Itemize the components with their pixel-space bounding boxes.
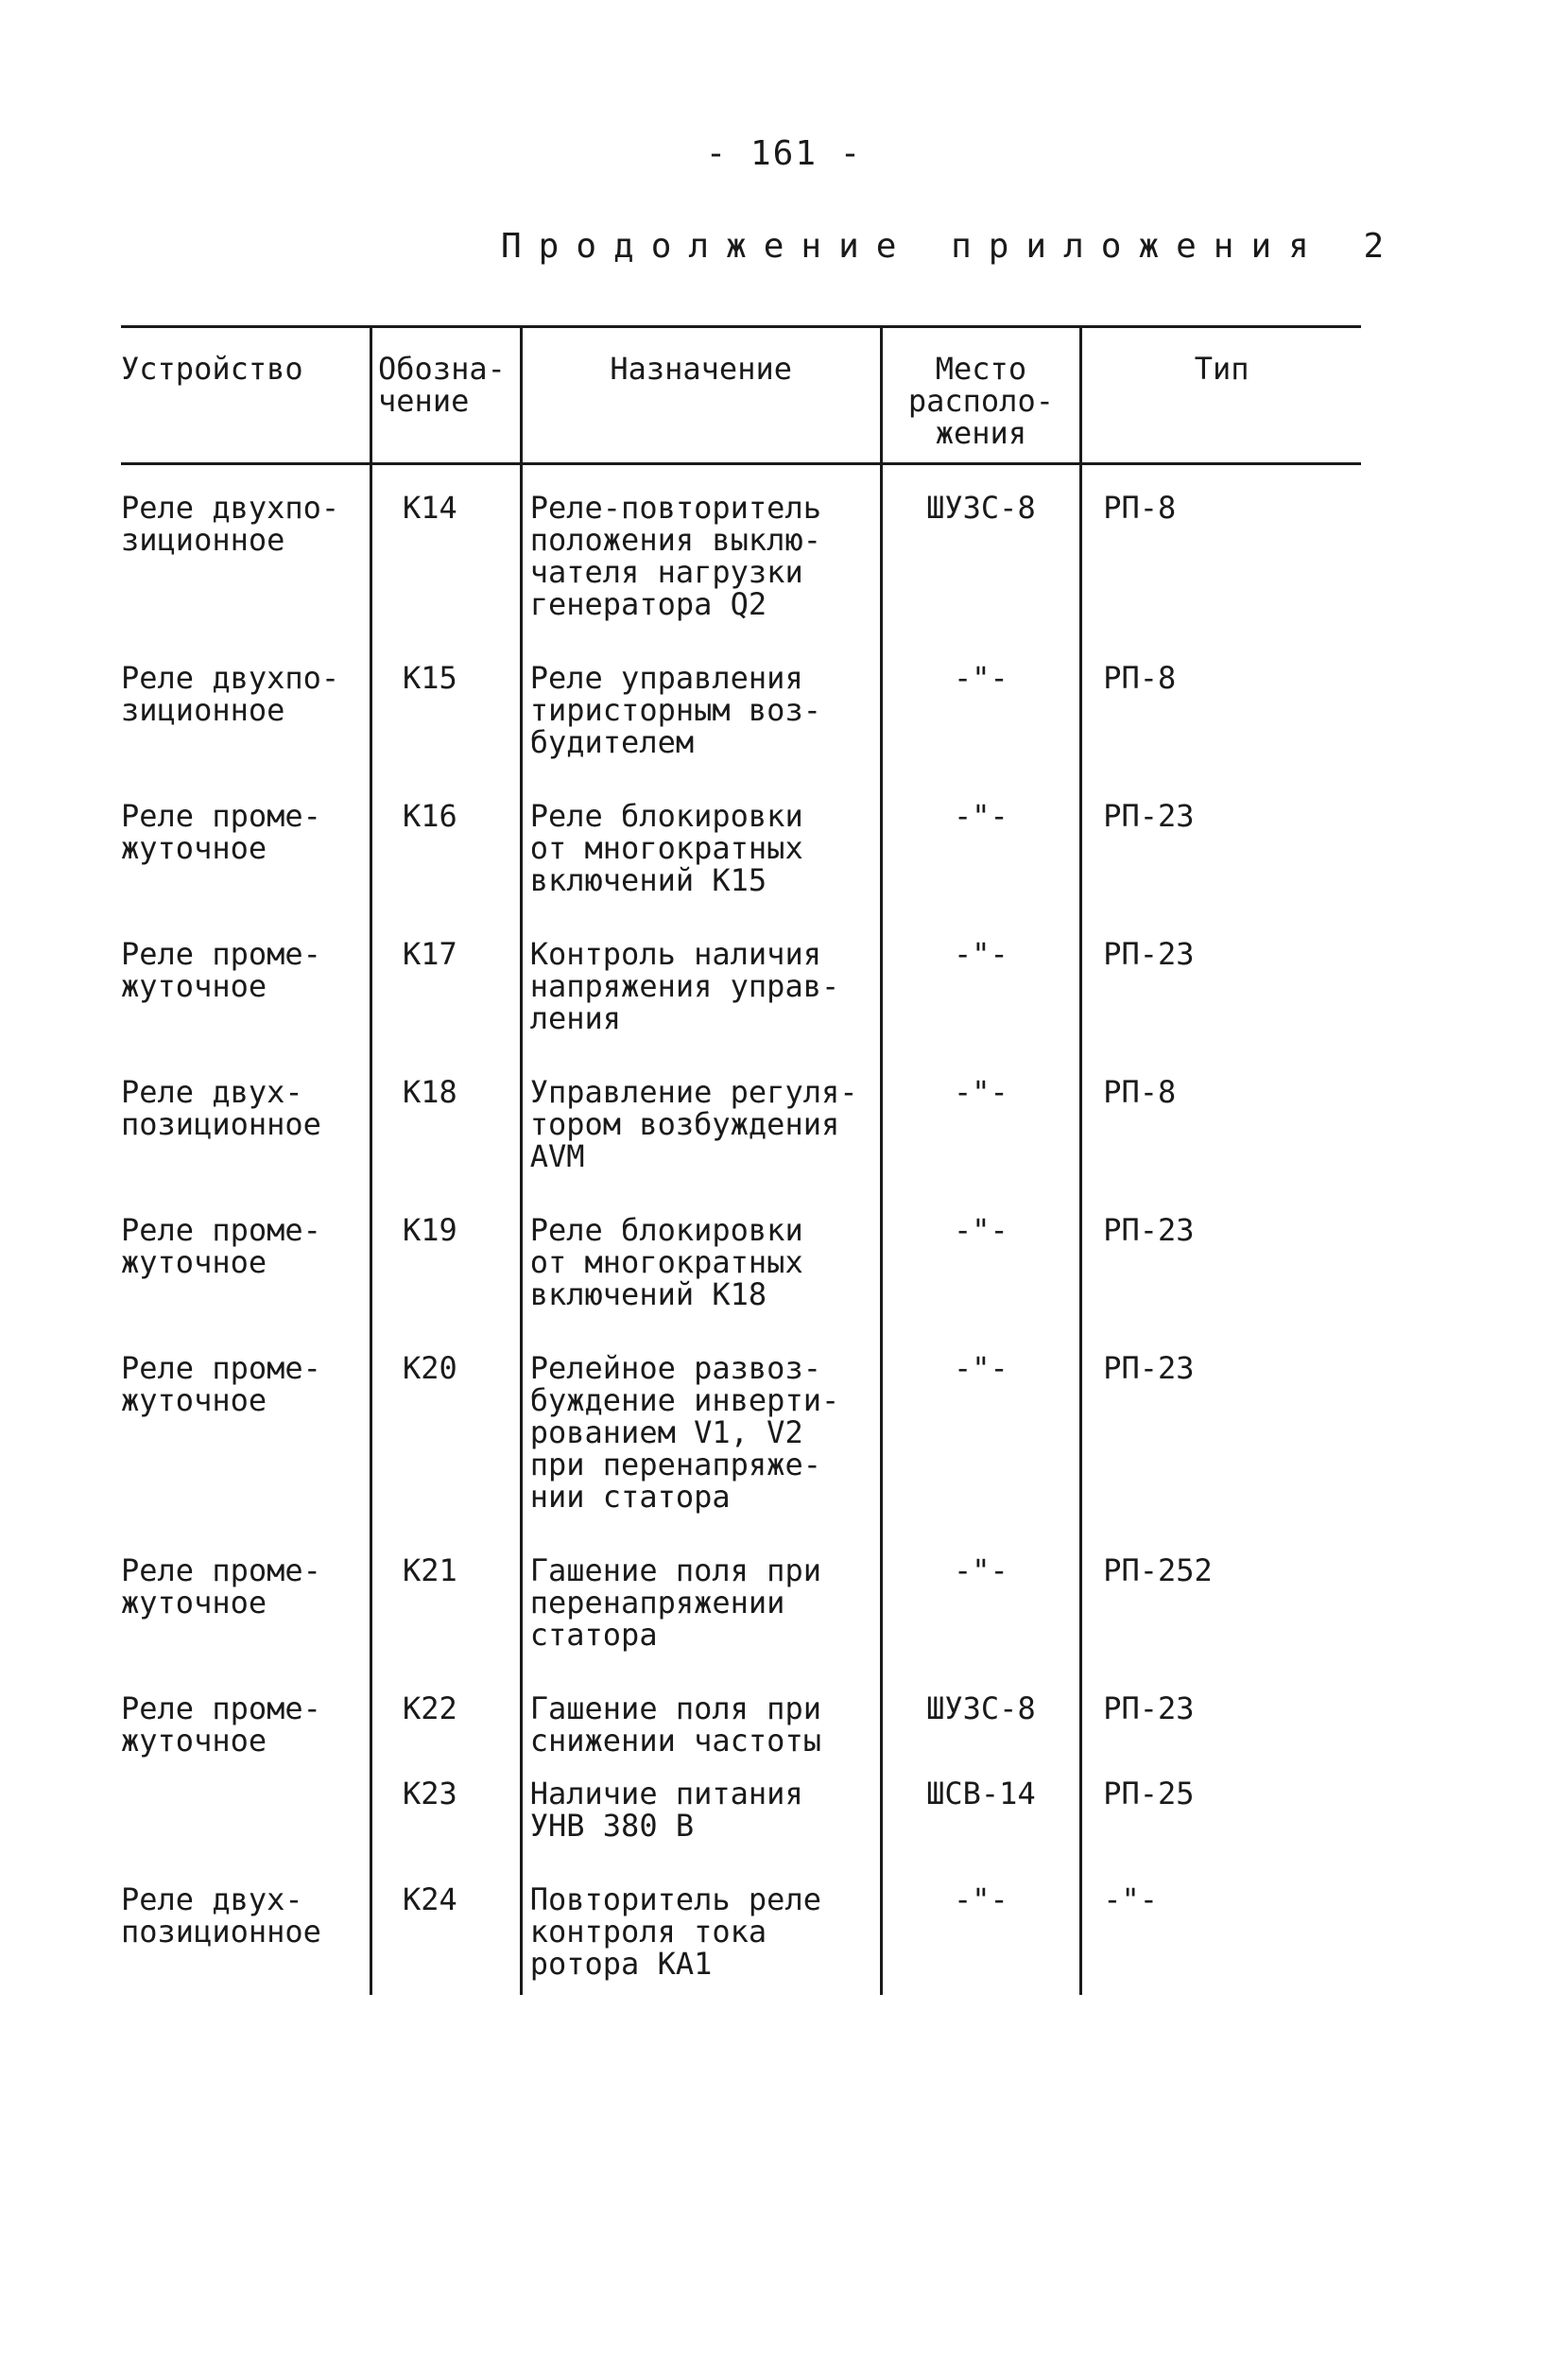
table-row (121, 1528, 1361, 1666)
cell-code: К17 (371, 911, 522, 1049)
cell-type: РП-8 (1081, 635, 1361, 773)
table-row (121, 1772, 1361, 1857)
table-row (121, 635, 1361, 773)
cell-device (121, 1772, 371, 1857)
relay-table (121, 325, 1361, 1995)
cell-loc: ШУЗС-8 (881, 464, 1081, 636)
cell-loc: -"- (881, 635, 1081, 773)
page-number: - 161 - (705, 134, 863, 173)
cell-code: К15 (371, 635, 522, 773)
table-row (121, 1666, 1361, 1772)
table-row (121, 773, 1361, 911)
header-location: Место располо- жения (881, 327, 1081, 464)
cell-type: РП-8 (1081, 1049, 1361, 1187)
cell-loc: -"- (881, 1857, 1081, 1995)
cell-type: РП-23 (1081, 911, 1361, 1049)
cell-code: К18 (371, 1049, 522, 1187)
cell-device: Реле проме- жуточное (121, 1552, 321, 1620)
table-row (121, 1326, 1361, 1528)
cell-purpose: Реле блокировки от многократных включений К15 (521, 773, 881, 911)
cell-purpose: Реле-повторитель положения выклю- чателя нагрузки генератора Q2 (521, 464, 881, 636)
table-row (121, 1187, 1361, 1326)
cell-device: Реле двух- позиционное (121, 1074, 321, 1142)
cell-loc: -"- (881, 1326, 1081, 1528)
header-code: Обозна- чение (371, 327, 522, 464)
header-type: Тип (1081, 327, 1361, 464)
header-device: Устройство (121, 351, 303, 387)
cell-device: Реле двухпо- зиционное (121, 660, 340, 728)
cell-type: РП-252 (1081, 1528, 1361, 1666)
cell-code: К14 (371, 464, 522, 636)
cell-loc: -"- (881, 911, 1081, 1049)
cell-loc: -"- (881, 1049, 1081, 1187)
cell-device: Реле проме- жуточное (121, 1690, 321, 1759)
cell-type: РП-23 (1081, 1666, 1361, 1772)
cell-purpose: Повторитель реле контроля тока ротора КА1 (521, 1857, 881, 1995)
cell-type: РП-23 (1081, 1187, 1361, 1326)
header-purpose: Назначение (521, 327, 881, 464)
cell-purpose: Гашение поля при перенапряжении статора (521, 1528, 881, 1666)
cell-purpose: Реле блокировки от многократных включений К18 (521, 1187, 881, 1326)
cell-type: РП-25 (1081, 1772, 1361, 1857)
cell-device: Реле двухпо- зиционное (121, 490, 340, 558)
cell-purpose: Контроль наличия напряжения управ- ления (521, 911, 881, 1049)
cell-type: -"- (1081, 1857, 1361, 1995)
cell-purpose: Наличие питания УНВ 380 В (521, 1772, 881, 1857)
cell-loc: -"- (881, 1187, 1081, 1326)
cell-type: РП-8 (1081, 464, 1361, 636)
cell-purpose: Реле управления тиристорным воз- будителем (521, 635, 881, 773)
document-title: Продолжение приложения 2 (501, 227, 1402, 266)
cell-code: К22 (371, 1666, 522, 1772)
cell-code: К19 (371, 1187, 522, 1326)
cell-code: К20 (371, 1326, 522, 1528)
table-row (121, 1857, 1361, 1995)
cell-type: РП-23 (1081, 1326, 1361, 1528)
table-row (121, 1049, 1361, 1187)
cell-device: Реле двух- позиционное (121, 1881, 321, 1950)
table-body (121, 464, 1361, 1996)
table-header (121, 327, 1361, 464)
cell-device: Реле проме- жуточное (121, 936, 321, 1004)
table-row (121, 911, 1361, 1049)
cell-purpose: Гашение поля при снижении частоты (521, 1666, 881, 1772)
cell-device: Реле проме- жуточное (121, 1350, 321, 1418)
cell-loc: ШУЗС-8 (881, 1666, 1081, 1772)
cell-loc: ШСВ-14 (881, 1772, 1081, 1857)
table-row (121, 464, 1361, 636)
cell-code: К21 (371, 1528, 522, 1666)
cell-loc: -"- (881, 773, 1081, 911)
cell-type: РП-23 (1081, 773, 1361, 911)
cell-purpose: Релейное развоз- буждение инверти- рованием V1, V2 при перенапряже- нии статора (521, 1326, 881, 1528)
cell-device: Реле проме- жуточное (121, 1212, 321, 1280)
cell-code: К24 (371, 1857, 522, 1995)
cell-device: Реле проме- жуточное (121, 798, 321, 866)
cell-purpose: Управление регуля- тором возбуждения AVM (521, 1049, 881, 1187)
cell-code: К23 (371, 1772, 522, 1857)
cell-loc: -"- (881, 1528, 1081, 1666)
cell-code: К16 (371, 773, 522, 911)
